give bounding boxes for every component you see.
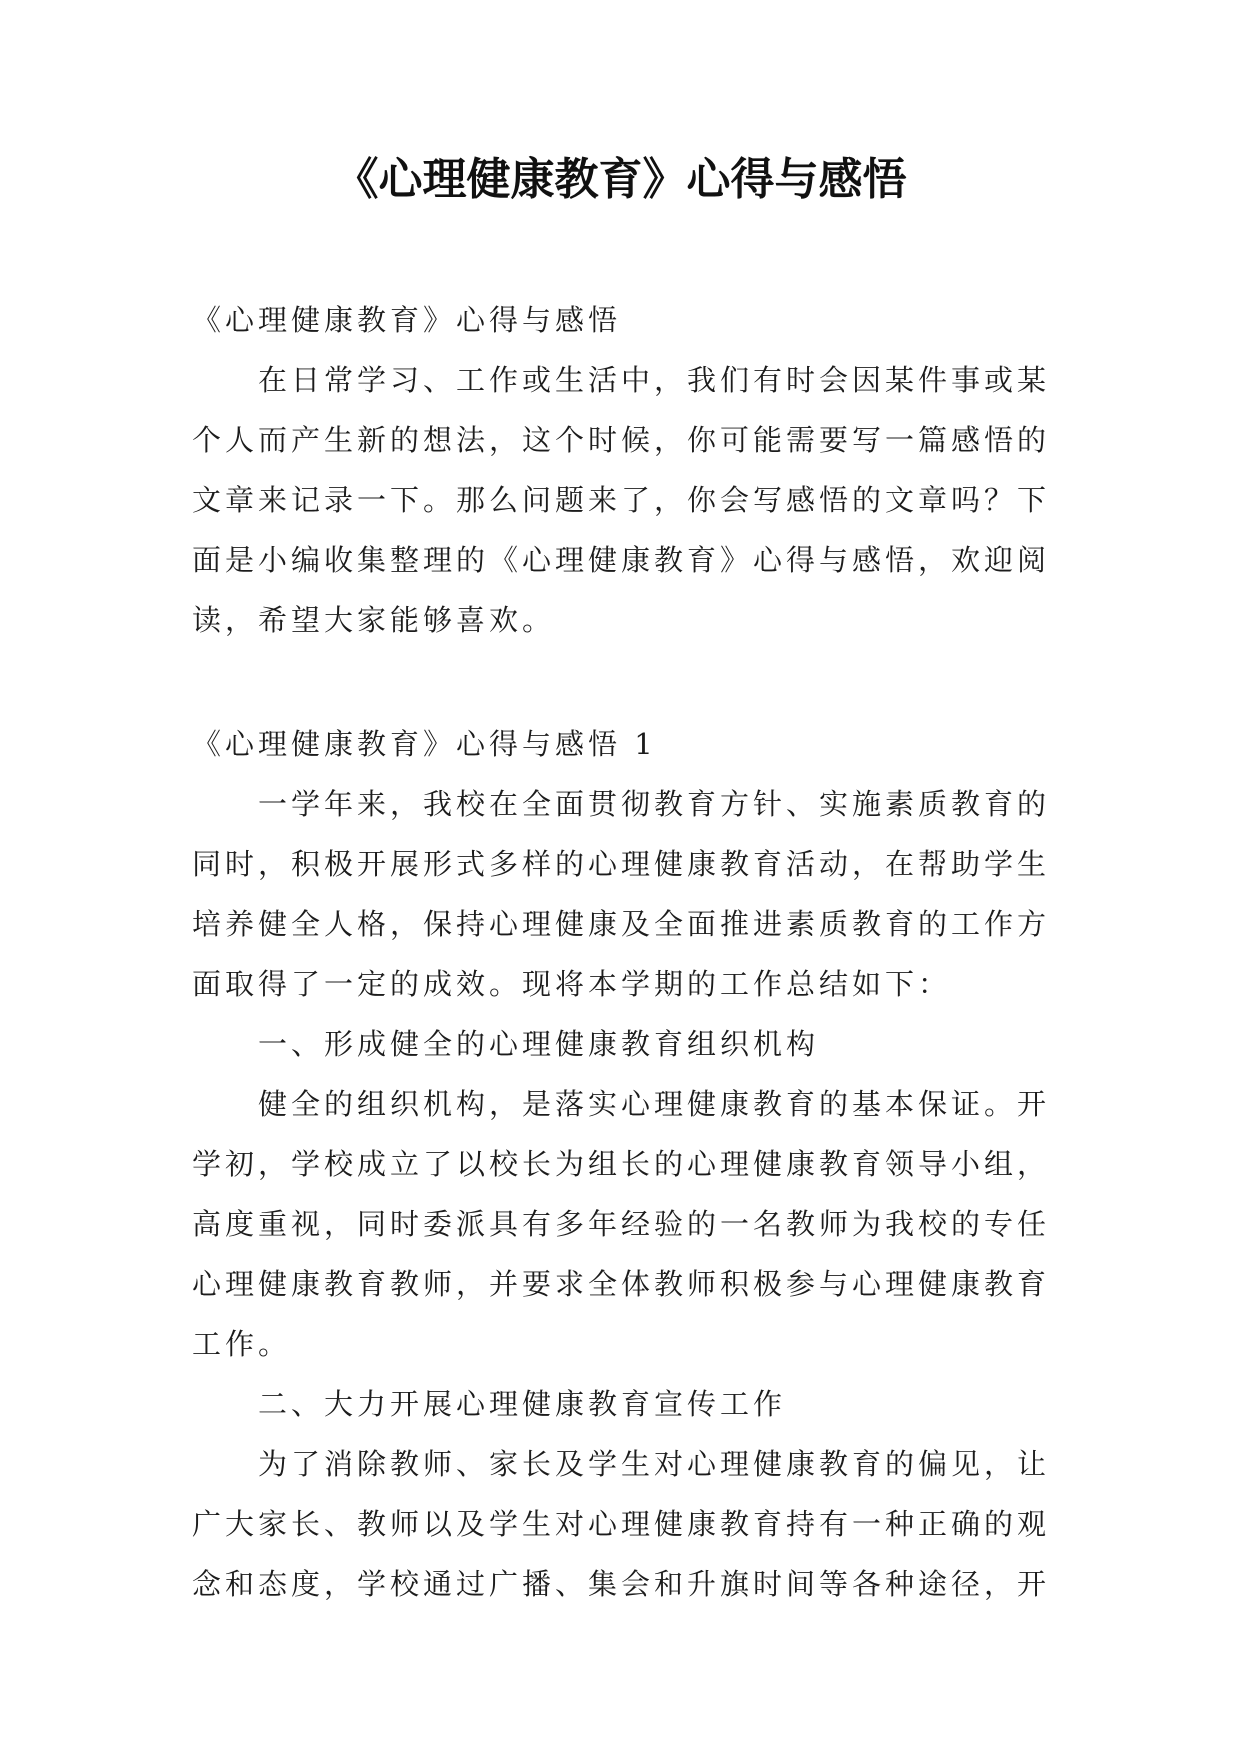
- document-body: [192, 290, 1052, 1614]
- paragraph: 为了消除教师、家长及学生对心理健康教育的偏见，让广大家长、教师以及学生对心理健康教育持有一种正确的观念和态度，学校通过广播、集会和升旗时间等各种途径，开: [192, 1447, 1051, 1601]
- section-subheading: 二、大力开展心理健康教育宣传工作: [258, 1387, 787, 1421]
- paragraph: 一学年来，我校在全面贯彻教育方针、实施素质教育的同时，积极开展形式多样的心理健康教育活动，在帮助学生培养健全人格，保持心理健康及全面推进素质教育的工作方面取得了一定的成效。现将本学期的工作总结如下：: [192, 787, 1051, 1001]
- section-heading: 《心理健康教育》心得与感悟 1: [192, 727, 657, 761]
- section-spacer: [192, 650, 1052, 714]
- section-subheading: 一、形成健全的心理健康教育组织机构: [258, 1027, 820, 1061]
- subtitle: 《心理健康教育》心得与感悟: [192, 303, 622, 337]
- intro-paragraph: 在日常学习、工作或生活中，我们有时会因某件事或某个人而产生新的想法，这个时候，你可能需要写一篇感悟的文章来记录一下。那么问题来了，你会写感悟的文章吗？下面是小编收集整理的《心理健康教育》心得与感悟，欢迎阅读，希望大家能够喜欢。: [192, 363, 1051, 637]
- document-title: 《心理健康教育》心得与感悟: [334, 154, 907, 205]
- paragraph: 健全的组织机构，是落实心理健康教育的基本保证。开学初，学校成立了以校长为组长的心理健康教育领导小组，高度重视，同时委派具有多年经验的一名教师为我校的专任心理健康教育教师，并要求全体教师积极参与心理健康教育工作。: [192, 1087, 1051, 1361]
